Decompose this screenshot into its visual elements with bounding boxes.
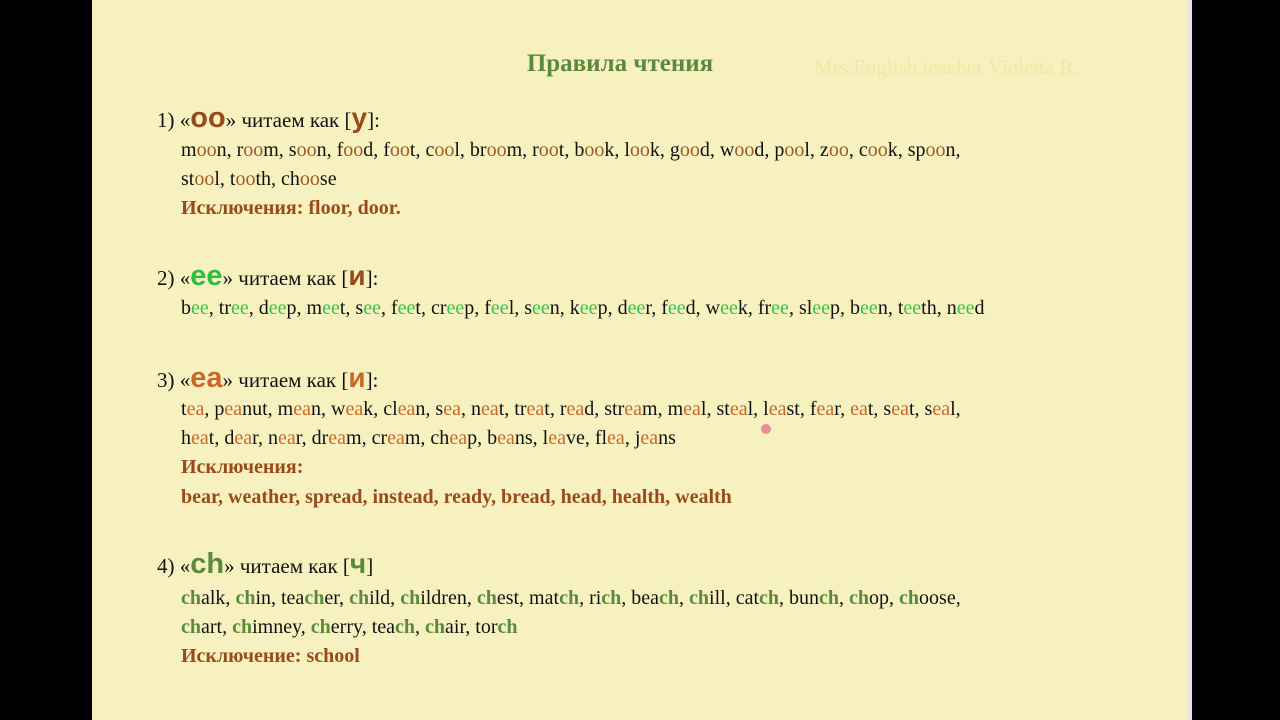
rule-number: 1): [157, 108, 175, 132]
word-line: tea, peanut, mean, weak, clean, sea, neat, treat, read, stream, meal, steal, least, fear, eat, seat, seal,: [181, 398, 961, 420]
rule-heading-ee: 2) «ee» читаем как [и]:: [157, 260, 379, 292]
rule-number: 4): [157, 554, 175, 578]
word-line: chart, chimney, cherry, teach, chair, torch: [181, 616, 518, 638]
rule-sound: у: [351, 102, 368, 133]
rule-sound: и: [348, 260, 366, 291]
word-line: heat, dear, near, dream, cream, cheap, beans, leave, flea, jeans: [181, 427, 676, 449]
slide: [92, 0, 1188, 720]
reads-as-label: читаем как: [238, 266, 337, 290]
exceptions-label: Исключения:: [181, 456, 304, 478]
page-title: Правила чтения: [526, 50, 714, 77]
word-line: chalk, chin, teacher, child, children, chest, match, rich, beach, chill, catch, bunch, chop, choose,: [181, 587, 961, 609]
rule-sound: и: [348, 362, 366, 393]
rule-heading-oo: 1) «oo» читаем как [у]:: [157, 102, 380, 134]
word-line: bee, tree, deep, meet, see, feet, creep, feel, seen, keep, deer, feed, week, free, sleep, been, teeth, need: [181, 297, 985, 319]
word-line: moon, room, soon, food, foot, cool, broom, root, book, look, good, wood, pool, zoo, cook, spoon,: [181, 139, 961, 161]
exceptions-text: Исключение: school: [181, 645, 360, 667]
rule-number: 3): [157, 368, 175, 392]
rule-letters: ea: [190, 362, 223, 394]
exceptions-text: Исключения: floor, door.: [181, 197, 401, 219]
window-edge: [1188, 0, 1192, 720]
rule-heading-ch: 4) «ch» читаем как [ч]: [157, 548, 374, 580]
reads-as-label: читаем как: [238, 368, 337, 392]
rule-heading-ea: 3) «ea» читаем как [и]:: [157, 362, 379, 394]
pointer-cursor-icon: [761, 424, 771, 434]
watermark: Mrs.English teacher Violetta R.: [814, 55, 1079, 79]
exceptions-text: bear, weather, spread, instead, ready, bread, head, health, wealth: [181, 486, 732, 508]
rule-number: 2): [157, 266, 175, 290]
reads-as-label: читаем как: [241, 108, 340, 132]
reads-as-label: читаем как: [239, 554, 338, 578]
rule-letters: oo: [190, 102, 226, 134]
rule-sound: ч: [349, 548, 367, 579]
word-line: stool, tooth, choose: [181, 168, 337, 190]
rule-letters: ch: [190, 548, 225, 580]
rule-letters: ee: [190, 260, 223, 292]
